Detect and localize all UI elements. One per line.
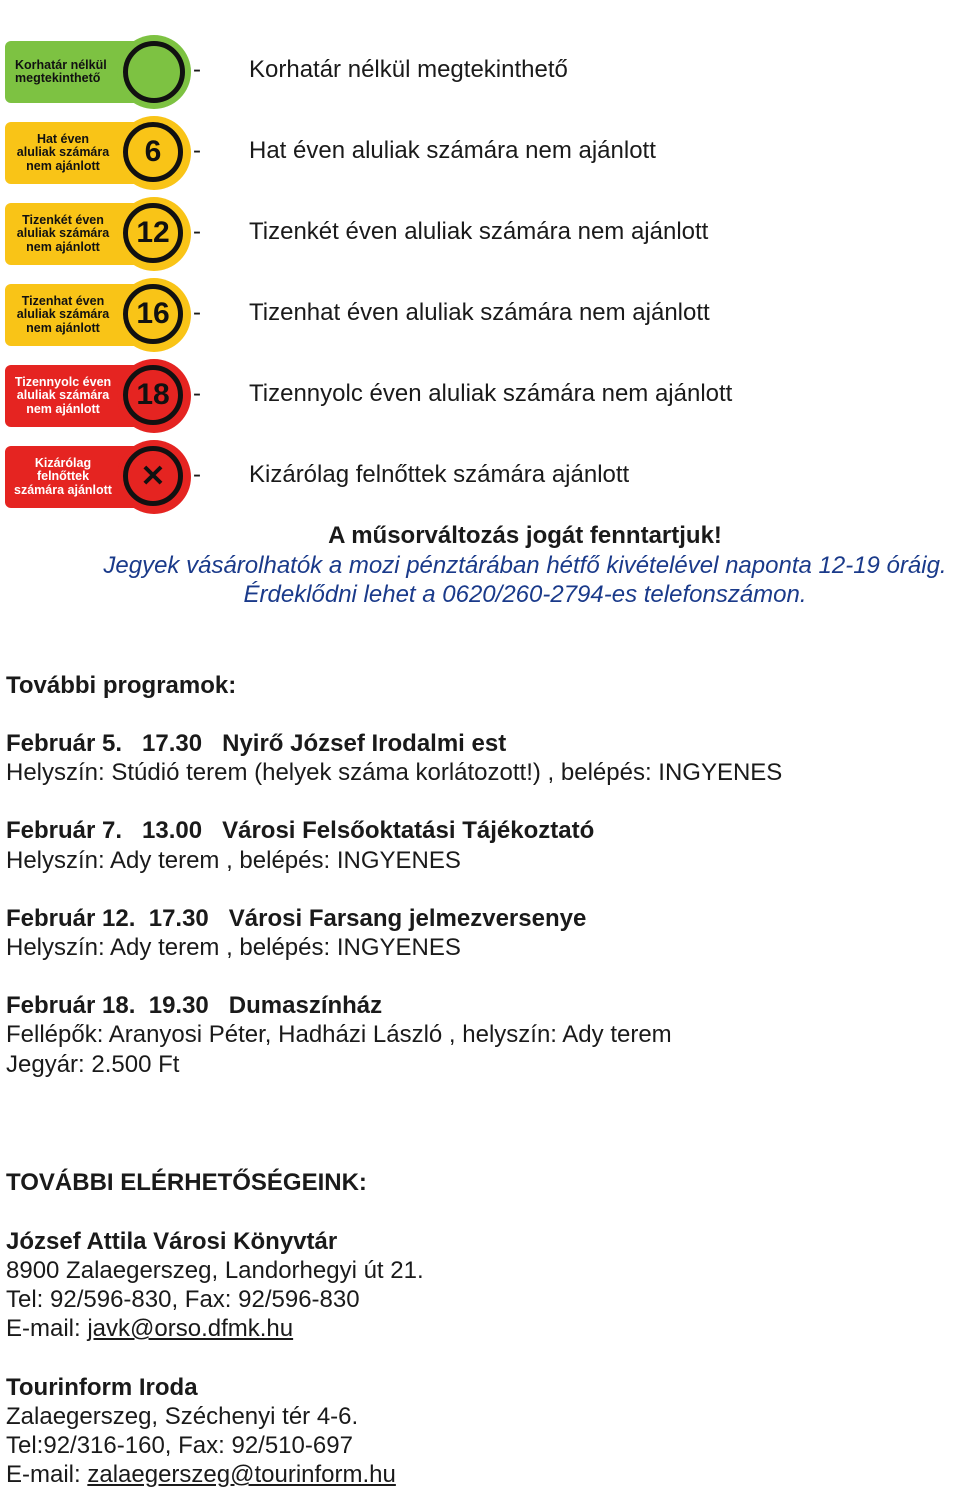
rating-text: Kizárólag felnőttek számára ajánlott xyxy=(249,461,630,488)
event-price: Jegyár: 2.500 Ft xyxy=(6,1051,180,1078)
badge-label: Tizenkét éven aluliak számára nem ajánlott xyxy=(16,212,110,254)
rating-row-general xyxy=(0,32,960,112)
rating-row-18 xyxy=(0,356,960,436)
programs-heading: További programok: xyxy=(6,672,237,699)
badge-label: Tizenhat éven aluliak számára nem ajánlott xyxy=(16,293,110,335)
badge-label: Kizárólag felnőttek számára ajánlott xyxy=(14,455,112,497)
tourinform-phone: Tel:92/316-160, Fax: 92/510-697 xyxy=(6,1432,353,1459)
badge-label: Hat éven aluliak számára nem ajánlott xyxy=(16,131,110,173)
list-dash: - xyxy=(193,218,201,245)
rating-badge-general xyxy=(5,35,189,109)
rating-row-12 xyxy=(0,194,960,274)
library-name: József Attila Városi Könyvtár xyxy=(6,1228,338,1255)
event-title: Február 5. 17.30 Nyirő József Irodalmi est xyxy=(6,730,507,757)
rating-text: Tizennyolc éven aluliak számára nem ajánlott xyxy=(249,380,733,407)
rating-badge-18 xyxy=(5,359,189,433)
rating-text: Tizenhat éven aluliak számára nem ajánlott xyxy=(249,299,710,326)
library-phone: Tel: 92/596-830, Fax: 92/596-830 xyxy=(6,1286,360,1313)
ticket-info: Jegyek vásárolhatók a mozi pénztárában hétfő kivételével naponta 12-19 óráig. xyxy=(103,552,947,579)
rating-badge-6 xyxy=(5,116,189,190)
contacts-heading: TOVÁBBI ELÉRHETŐSÉGEINK: xyxy=(6,1169,367,1196)
program-change-notice: A műsorváltozás jogát fenntartjuk! xyxy=(328,522,722,549)
list-dash: - xyxy=(193,299,201,326)
empty-ring-icon xyxy=(123,41,185,103)
event-detail: Helyszín: Ady terem , belépés: INGYENES xyxy=(6,847,461,874)
rating-row-16 xyxy=(0,275,960,355)
rating-badge-adult xyxy=(5,440,189,514)
rating-badge-12 xyxy=(5,197,189,271)
rating-row-adult xyxy=(0,437,960,517)
rating-badge-16 xyxy=(5,278,189,352)
list-dash: - xyxy=(193,137,201,164)
event-detail: Helyszín: Stúdió terem (helyek száma korlátozott!) , belépés: INGYENES xyxy=(6,759,783,786)
tourinform-email-row xyxy=(6,1461,396,1489)
badge-number: 18 xyxy=(123,365,183,425)
tourinform-name: Tourinform Iroda xyxy=(6,1374,198,1401)
email-label: E-mail: xyxy=(6,1315,88,1342)
list-dash: - xyxy=(193,461,201,488)
badge-number: 16 xyxy=(123,284,183,344)
library-email-link[interactable]: javk@orso.dfmk.hu xyxy=(87,1315,294,1342)
rating-text: Hat éven aluliak számára nem ajánlott xyxy=(249,137,656,164)
event-detail: Fellépők: Aranyosi Péter, Hadházi László , helyszín: Ady terem xyxy=(6,1021,672,1048)
rating-text: Tizenkét éven aluliak számára nem ajánlott xyxy=(249,218,709,245)
tourinform-address: Zalaegerszeg, Széchenyi tér 4-6. xyxy=(6,1403,359,1430)
rating-row-6 xyxy=(0,113,960,193)
library-email-row xyxy=(6,1315,293,1343)
library-address: 8900 Zalaegerszeg, Landorhegyi út 21. xyxy=(6,1257,424,1284)
cross-icon: ✕ xyxy=(123,446,183,506)
badge-number: 12 xyxy=(123,203,183,263)
badge-number: 6 xyxy=(123,122,183,182)
tourinform-email-link[interactable]: zalaegerszeg@tourinform.hu xyxy=(87,1461,396,1488)
event-title: Február 18. 19.30 Dumaszínház xyxy=(6,992,383,1019)
list-dash: - xyxy=(193,380,201,407)
badge-label: Korhatár nélkül megtekinthető xyxy=(15,57,107,85)
email-label: E-mail: xyxy=(6,1461,88,1488)
event-title: Február 12. 17.30 Városi Farsang jelmezversenye xyxy=(6,905,587,932)
list-dash: - xyxy=(193,56,201,83)
event-detail: Helyszín: Ady terem , belépés: INGYENES xyxy=(6,934,461,961)
rating-text: Korhatár nélkül megtekinthető xyxy=(249,56,568,83)
event-title: Február 7. 13.00 Városi Felsőoktatási Tájékoztató xyxy=(6,817,595,844)
badge-label: Tizennyolc éven aluliak számára nem ajánlott xyxy=(14,374,112,416)
phone-info: Érdeklődni lehet a 0620/260-2794-es telefonszámon. xyxy=(243,581,807,608)
